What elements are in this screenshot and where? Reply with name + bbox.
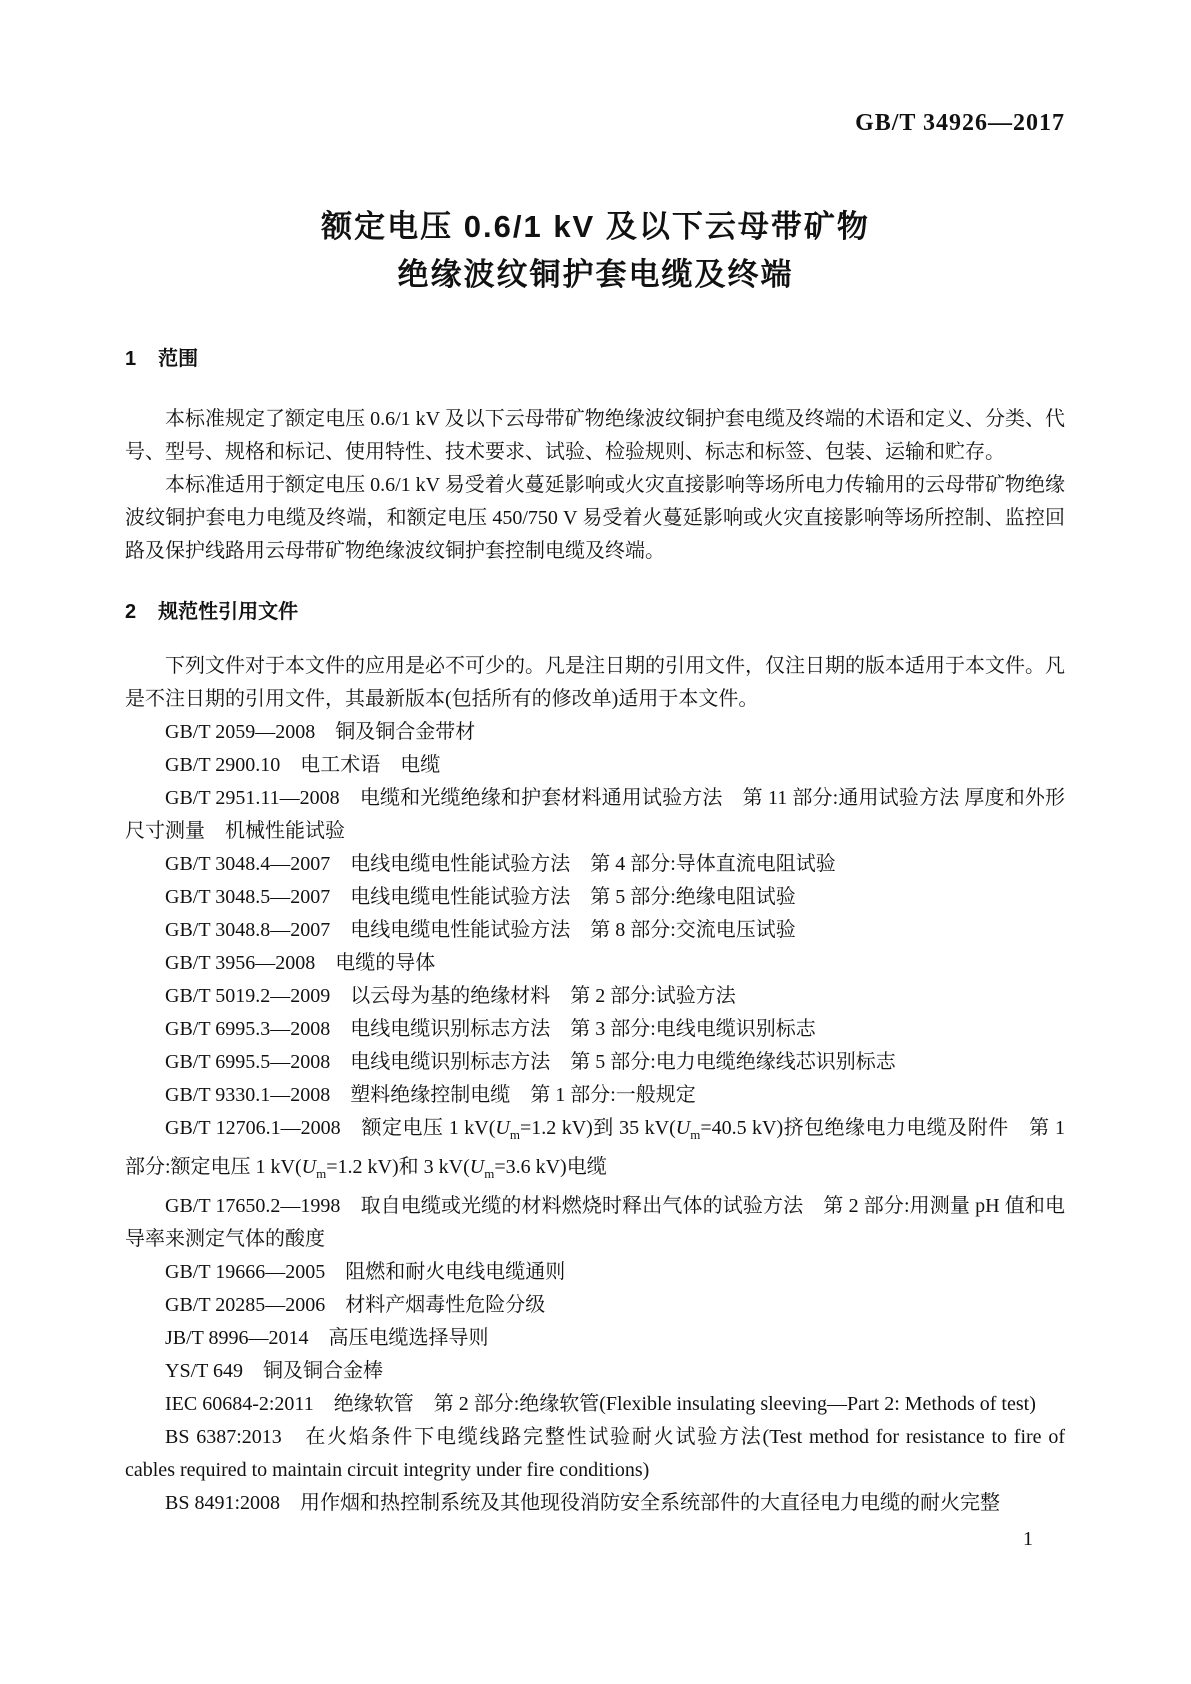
page-number: 1 <box>1023 1528 1033 1550</box>
section-1-paragraph-2: 本标准适用于额定电压 0.6/1 kV 易受着火蔓延影响或火灾直接影响等场所电力传输用的云母带矿物绝缘波纹铜护套电力电缆及终端，和额定电压 450/750 V 易受着火蔓延影响或火灾直接影响等场所控制、监控回路及保护线路用云母带矿物绝缘波纹铜护套控制电缆及终端。 <box>125 474 1065 562</box>
reference-item: GB/T 20285—2006 材料产烟毒性危险分级 <box>165 1294 546 1316</box>
reference-item: GB/T 17650.2—1998 取自电缆或光缆的材料燃烧时释出气体的试验方法 第 2 部分:用测量 pH 值和电导率来测定气体的酸度 <box>125 1195 1065 1250</box>
reference-item: YS/T 649 铜及铜合金棒 <box>165 1360 383 1382</box>
reference-item: JB/T 8996—2014 高压电缆选择导则 <box>165 1327 489 1349</box>
section-2-intro: 下列文件对于本文件的应用是必不可少的。凡是注日期的引用文件，仅注日期的版本适用于本文件。凡是不注日期的引用文件，其最新版本(包括所有的修改单)适用于本文件。 <box>125 655 1065 710</box>
reference-item: IEC 60684-2:2011 绝缘软管 第 2 部分:绝缘软管(Flexible insulating sleeving—Part 2: Methods of test) <box>165 1393 1036 1415</box>
reference-item: GB/T 2900.10 电工术语 电缆 <box>165 754 441 776</box>
section-1-title: 范围 <box>158 348 199 370</box>
document-title-line2: 绝缘波纹铜护套电缆及终端 <box>397 257 794 292</box>
reference-item: GB/T 2059—2008 铜及铜合金带材 <box>165 721 476 743</box>
reference-item: GB/T 6995.5—2008 电线电缆识别标志方法 第 5 部分:电力电缆绝缘线芯识别标志 <box>165 1051 896 1073</box>
section-2-heading <box>125 598 1065 626</box>
reference-item: GB/T 3048.8—2007 电线电缆电性能试验方法 第 8 部分:交流电压试验 <box>165 919 796 941</box>
reference-item: GB/T 3956—2008 电缆的导体 <box>165 952 436 974</box>
reference-item: GB/T 6995.3—2008 电线电缆识别标志方法 第 3 部分:电线电缆识别标志 <box>165 1018 816 1040</box>
reference-item: GB/T 3048.5—2007 电线电缆电性能试验方法 第 5 部分:绝缘电阻试验 <box>165 886 796 908</box>
section-1-paragraph-1: 本标准规定了额定电压 0.6/1 kV 及以下云母带矿物绝缘波纹铜护套电缆及终端的术语和定义、分类、代号、型号、规格和标记、使用特性、技术要求、试验、检验规则、标志和标签、包装、运输和贮存。 <box>125 408 1065 463</box>
reference-item: BS 6387:2013 在火焰条件下电缆线路完整性试验耐火试验方法(Test method for resistance to fire of cables required to maintain circuit integrity under fire conditions) <box>125 1426 1065 1481</box>
reference-item: GB/T 2951.11—2008 电缆和光缆绝缘和护套材料通用试验方法 第 11 部分:通用试验方法 厚度和外形尺寸测量 机械性能试验 <box>125 787 1065 842</box>
document-title-line1: 额定电压 0.6/1 kV 及以下云母带矿物 <box>321 209 870 244</box>
reference-item: GB/T 12706.1—2008 额定电压 1 $kV(U_m=1.2$ kV)到 35 $kV(U_m=40.5$ kV)挤包绝缘电力电缆及附件 第 1 部分:额定电压 1 $kV(U_m=1.2$ kV)和 3 $kV(U_m=3.6$ kV)电缆 <box>125 1117 1065 1181</box>
section-2-number: 2 <box>125 601 137 623</box>
standard-number: GB/T 34926—2017 <box>855 110 1065 136</box>
document-title <box>0 203 1191 299</box>
section-1-number: 1 <box>125 348 137 370</box>
section-2-title: 规范性引用文件 <box>158 601 299 623</box>
reference-item: BS 8491:2008 用作烟和热控制系统及其他现役消防安全系统部件的大直径电力电缆的耐火完整 <box>165 1492 1001 1514</box>
reference-item: GB/T 5019.2—2009 以云母为基的绝缘材料 第 2 部分:试验方法 <box>165 985 736 1007</box>
page-body <box>125 345 1065 1520</box>
reference-item: GB/T 19666—2005 阻燃和耐火电线电缆通则 <box>165 1261 566 1283</box>
section-1-heading <box>125 345 1065 373</box>
reference-item: GB/T 3048.4—2007 电线电缆电性能试验方法 第 4 部分:导体直流电阻试验 <box>165 853 836 875</box>
reference-item: GB/T 9330.1—2008 塑料绝缘控制电缆 第 1 部分:一般规定 <box>165 1084 696 1106</box>
